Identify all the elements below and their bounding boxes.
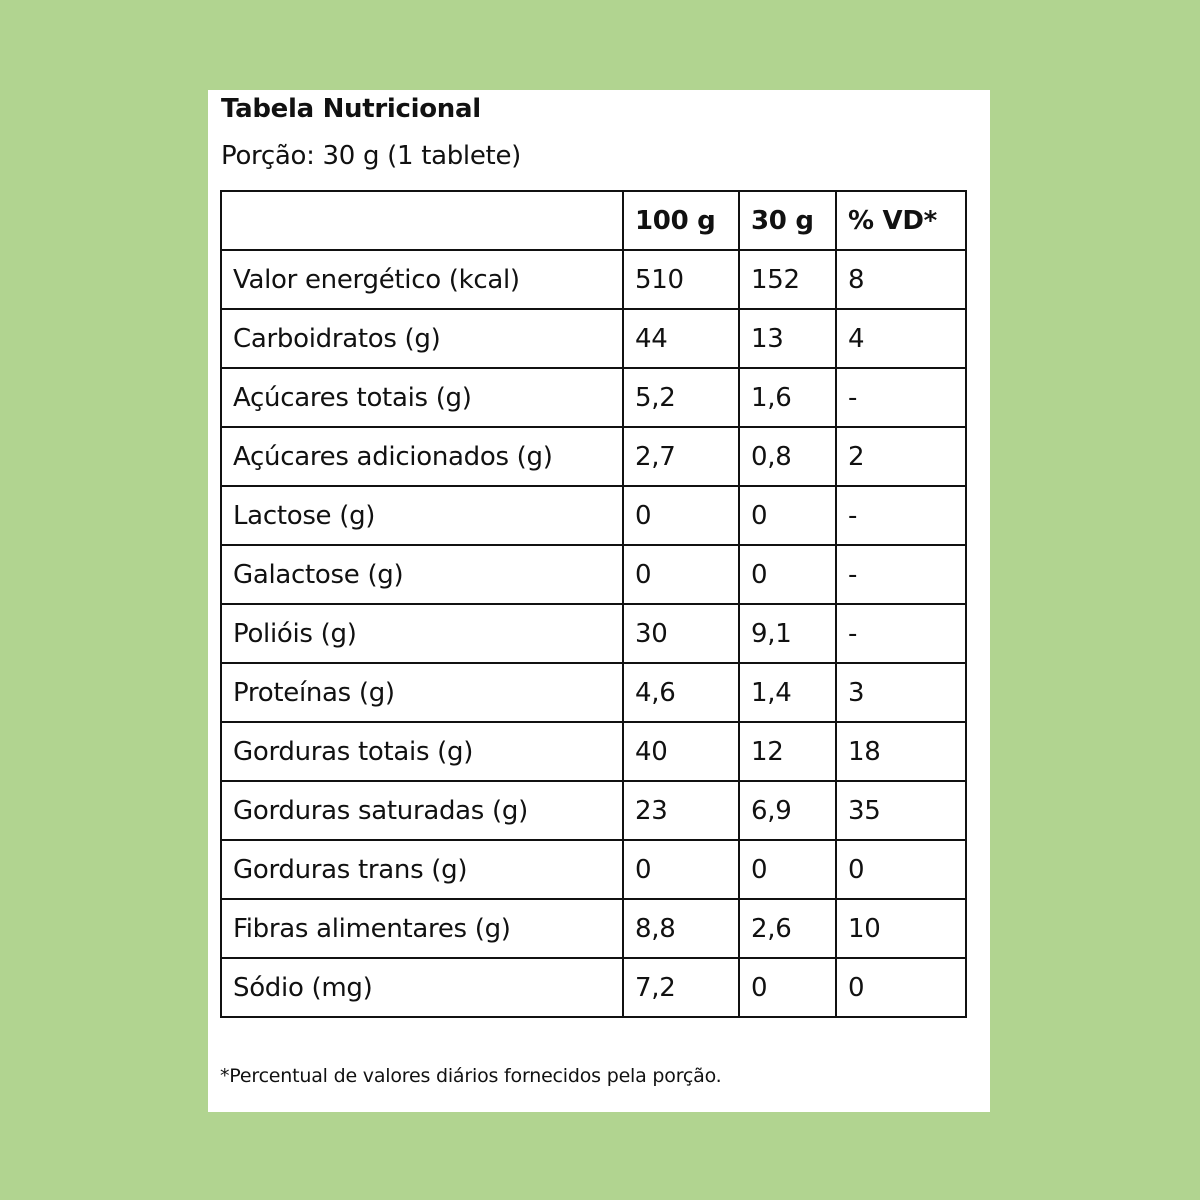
- daily-value-cell: 8: [836, 250, 966, 309]
- per-100g-cell: 0: [623, 840, 739, 899]
- table-row: [221, 368, 966, 427]
- nutrition-panel: [208, 90, 990, 1112]
- nutrient-name-cell: Gorduras totais (g): [221, 722, 623, 781]
- page-title: Tabela Nutricional: [221, 94, 481, 124]
- per-30g-cell: 2,6: [739, 899, 836, 958]
- per-30g-cell: 13: [739, 309, 836, 368]
- nutrient-name-cell: Açúcares adicionados (g): [221, 427, 623, 486]
- table-row: [221, 899, 966, 958]
- nutrient-name-cell: Valor energético (kcal): [221, 250, 623, 309]
- daily-value-cell: -: [836, 368, 966, 427]
- nutrient-name-cell: Proteínas (g): [221, 663, 623, 722]
- per-100g-cell: 4,6: [623, 663, 739, 722]
- per-100g-cell: 7,2: [623, 958, 739, 1017]
- per-30g-cell: 12: [739, 722, 836, 781]
- per-100g-cell: 23: [623, 781, 739, 840]
- header-nutrient: [221, 191, 623, 250]
- nutrient-name-cell: Galactose (g): [221, 545, 623, 604]
- per-100g-cell: 5,2: [623, 368, 739, 427]
- daily-value-cell: -: [836, 486, 966, 545]
- daily-value-cell: 35: [836, 781, 966, 840]
- table-row: [221, 722, 966, 781]
- daily-value-cell: 0: [836, 958, 966, 1017]
- daily-value-cell: 2: [836, 427, 966, 486]
- header-per-100g: 100 g: [623, 191, 739, 250]
- per-30g-cell: 0,8: [739, 427, 836, 486]
- portion-info: Porção: 30 g (1 tablete): [221, 141, 521, 171]
- per-30g-cell: 0: [739, 840, 836, 899]
- table-row: [221, 427, 966, 486]
- per-100g-cell: 8,8: [623, 899, 739, 958]
- header-daily-value: % VD*: [836, 191, 966, 250]
- footnote: *Percentual de valores diários fornecidos pela porção.: [220, 1065, 722, 1087]
- nutrition-table: [220, 190, 967, 1018]
- per-100g-cell: 0: [623, 545, 739, 604]
- table-header-row: [221, 191, 966, 250]
- table-row: [221, 604, 966, 663]
- per-30g-cell: 1,4: [739, 663, 836, 722]
- nutrient-name-cell: Carboidratos (g): [221, 309, 623, 368]
- daily-value-cell: 18: [836, 722, 966, 781]
- per-100g-cell: 510: [623, 250, 739, 309]
- daily-value-cell: 3: [836, 663, 966, 722]
- daily-value-cell: -: [836, 604, 966, 663]
- header-per-30g: 30 g: [739, 191, 836, 250]
- table-row: [221, 486, 966, 545]
- table-row: [221, 309, 966, 368]
- nutrient-name-cell: Sódio (mg): [221, 958, 623, 1017]
- per-100g-cell: 40: [623, 722, 739, 781]
- daily-value-cell: 0: [836, 840, 966, 899]
- daily-value-cell: -: [836, 545, 966, 604]
- per-100g-cell: 0: [623, 486, 739, 545]
- nutrient-name-cell: Gorduras trans (g): [221, 840, 623, 899]
- per-30g-cell: 152: [739, 250, 836, 309]
- daily-value-cell: 4: [836, 309, 966, 368]
- nutrient-name-cell: Lactose (g): [221, 486, 623, 545]
- per-30g-cell: 0: [739, 486, 836, 545]
- table-body: [221, 250, 966, 1017]
- table-row: [221, 958, 966, 1017]
- nutrient-name-cell: Gorduras saturadas (g): [221, 781, 623, 840]
- nutrient-name-cell: Fibras alimentares (g): [221, 899, 623, 958]
- per-100g-cell: 30: [623, 604, 739, 663]
- nutrient-name-cell: Polióis (g): [221, 604, 623, 663]
- table-row: [221, 250, 966, 309]
- table-row: [221, 663, 966, 722]
- table-row: [221, 545, 966, 604]
- per-30g-cell: 0: [739, 545, 836, 604]
- per-30g-cell: 1,6: [739, 368, 836, 427]
- table-row: [221, 840, 966, 899]
- per-30g-cell: 0: [739, 958, 836, 1017]
- table-row: [221, 781, 966, 840]
- daily-value-cell: 10: [836, 899, 966, 958]
- nutrient-name-cell: Açúcares totais (g): [221, 368, 623, 427]
- per-30g-cell: 6,9: [739, 781, 836, 840]
- per-100g-cell: 2,7: [623, 427, 739, 486]
- per-30g-cell: 9,1: [739, 604, 836, 663]
- per-100g-cell: 44: [623, 309, 739, 368]
